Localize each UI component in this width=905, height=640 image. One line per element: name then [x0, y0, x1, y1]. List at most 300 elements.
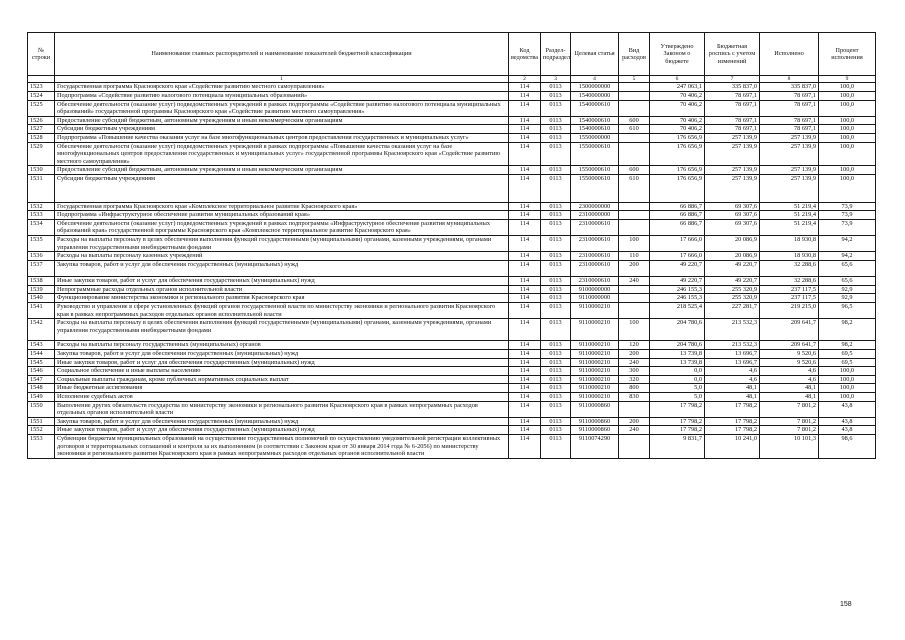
row-rosp: 78 697,1: [705, 116, 760, 125]
row-utv: 17 666,0: [650, 252, 705, 261]
index-cell: 9: [819, 76, 876, 83]
row-ved: 114: [509, 401, 541, 417]
row-target: 9110000860: [571, 401, 619, 417]
row-number: 1535: [28, 235, 55, 251]
row-pct: 73,9: [819, 219, 876, 235]
row-isp: 51 219,4: [760, 211, 819, 220]
row-number: 1537: [28, 260, 55, 277]
row-target: 9110000210: [571, 367, 619, 376]
row-rosp: 255 320,9: [705, 285, 760, 294]
row-isp: 18 930,8: [760, 235, 819, 251]
table-row: [28, 100, 876, 116]
row-number: 1538: [28, 277, 55, 286]
row-isp: 51 219,4: [760, 202, 819, 211]
row-number: 1532: [28, 202, 55, 211]
table-row: [28, 260, 876, 277]
row-name: Расходы на выплаты персоналу государственных (муниципальных) органов: [55, 341, 509, 350]
row-isp: 257 139,9: [760, 133, 819, 142]
row-isp: 7 801,2: [760, 401, 819, 417]
row-isp: 78 697,1: [760, 100, 819, 116]
row-razdel: 0113: [541, 417, 571, 426]
row-ved: 114: [509, 358, 541, 367]
row-vr: 300: [619, 367, 650, 376]
row-vr: 600: [619, 116, 650, 125]
row-razdel: 0113: [541, 260, 571, 277]
row-vr: [619, 92, 650, 101]
index-cell: 2: [509, 76, 541, 83]
row-utv: 70 406,2: [650, 125, 705, 134]
row-pct: 69,5: [819, 358, 876, 367]
row-pct: 98,2: [819, 319, 876, 341]
col-header-name: Наименование главных распорядителей и наименование показателей бюджетной классификации: [55, 33, 509, 76]
row-vr: 100: [619, 319, 650, 341]
row-rosp: 20 086,9: [705, 252, 760, 261]
row-target: 9110000210: [571, 393, 619, 402]
row-vr: 600: [619, 166, 650, 175]
row-vr: [619, 294, 650, 303]
row-name: Руководство и управление в сфере установленных функций органов государственной власти по министерству экономики и регионального развития Красноярского края в рамках непрограммных расходов отдельных органов исполнительной власти: [55, 303, 509, 319]
row-name: Субсидии бюджетным учреждениям: [55, 174, 509, 202]
row-pct: 43,8: [819, 417, 876, 426]
row-razdel: 0113: [541, 211, 571, 220]
row-target: 9110074290: [571, 434, 619, 458]
row-name: Иные закупки товаров, работ и услуг для обеспечения государственных (муниципальных) нужд: [55, 426, 509, 435]
row-vr: [619, 211, 650, 220]
row-rosp: 69 307,6: [705, 202, 760, 211]
row-razdel: 0113: [541, 116, 571, 125]
table-row: [28, 384, 876, 393]
row-isp: 7 801,2: [760, 417, 819, 426]
row-utv: 66 886,7: [650, 219, 705, 235]
row-target: 1500000000: [571, 83, 619, 92]
row-target: 1550000610: [571, 174, 619, 202]
row-utv: 13 739,8: [650, 350, 705, 359]
row-ved: 114: [509, 434, 541, 458]
row-utv: 49 220,7: [650, 277, 705, 286]
table-row: [28, 235, 876, 251]
row-razdel: 0113: [541, 384, 571, 393]
row-number: 1536: [28, 252, 55, 261]
index-cell: 5: [619, 76, 650, 83]
row-isp: 4,6: [760, 375, 819, 384]
row-rosp: 78 697,1: [705, 125, 760, 134]
row-vr: [619, 100, 650, 116]
row-ved: 114: [509, 92, 541, 101]
row-number: 1528: [28, 133, 55, 142]
row-rosp: 48,1: [705, 384, 760, 393]
row-isp: 335 837,0: [760, 83, 819, 92]
row-razdel: 0113: [541, 367, 571, 376]
row-vr: 830: [619, 393, 650, 402]
row-pct: 100,0: [819, 367, 876, 376]
row-number: 1544: [28, 350, 55, 359]
row-utv: 218 525,4: [650, 303, 705, 319]
row-razdel: 0113: [541, 202, 571, 211]
row-name: Функционирование министерства экономики и регионального развития Красноярского края: [55, 294, 509, 303]
row-vr: 120: [619, 341, 650, 350]
table-row: [28, 367, 876, 376]
row-number: 1551: [28, 417, 55, 426]
row-ved: 114: [509, 219, 541, 235]
row-utv: 49 220,7: [650, 260, 705, 277]
table-row: [28, 277, 876, 286]
row-rosp: 213 532,3: [705, 341, 760, 350]
table-row: [28, 426, 876, 435]
index-cell: 7: [705, 76, 760, 83]
row-number: 1525: [28, 100, 55, 116]
row-rosp: 213 532,3: [705, 319, 760, 341]
row-isp: 209 641,7: [760, 319, 819, 341]
row-vr: 200: [619, 350, 650, 359]
row-ved: 114: [509, 393, 541, 402]
row-isp: 219 215,0: [760, 303, 819, 319]
table-row: [28, 166, 876, 175]
row-isp: 257 139,9: [760, 142, 819, 166]
row-pct: 98,6: [819, 434, 876, 458]
row-name: Подпрограмма «Инфраструктурное обеспечение развития муниципальных образований края»: [55, 211, 509, 220]
row-number: 1549: [28, 393, 55, 402]
row-target: 1550000000: [571, 133, 619, 142]
row-name: Государственная программа Красноярского края «Комплексное территориальное развитие Красноярского края»: [55, 202, 509, 211]
table-row: [28, 92, 876, 101]
row-ved: 114: [509, 174, 541, 202]
row-vr: 100: [619, 235, 650, 251]
row-number: 1543: [28, 341, 55, 350]
row-razdel: 0113: [541, 434, 571, 458]
row-name: Подпрограмма «Повышение качества оказания услуг на базе многофункциональных центров предоставления государственных и муниципальных услуг»: [55, 133, 509, 142]
row-target: 1540000610: [571, 116, 619, 125]
row-pct: 100,0: [819, 166, 876, 175]
row-ved: 114: [509, 211, 541, 220]
row-isp: 78 697,1: [760, 125, 819, 134]
table-row: [28, 252, 876, 261]
table-row: [28, 341, 876, 350]
row-rosp: 20 086,9: [705, 235, 760, 251]
row-isp: 237 117,5: [760, 285, 819, 294]
row-vr: 240: [619, 426, 650, 435]
row-name: Закупка товаров, работ и услуг для обеспечения государственных (муниципальных) нужд: [55, 417, 509, 426]
row-pct: 100,0: [819, 133, 876, 142]
row-razdel: 0113: [541, 235, 571, 251]
row-target: 9110000210: [571, 350, 619, 359]
row-utv: 0,0: [650, 375, 705, 384]
row-pct: 100,0: [819, 142, 876, 166]
row-name: Социальное обеспечение и иные выплаты населению: [55, 367, 509, 376]
row-name: Иные закупки товаров, работ и услуг для обеспечения государственных (муниципальных) нужд: [55, 277, 509, 286]
row-ved: 114: [509, 142, 541, 166]
table-row: [28, 375, 876, 384]
header-row: [28, 33, 876, 76]
row-ved: 114: [509, 303, 541, 319]
row-pct: 94,2: [819, 252, 876, 261]
row-isp: 78 697,1: [760, 92, 819, 101]
row-target: 1540000000: [571, 92, 619, 101]
row-utv: 176 656,9: [650, 133, 705, 142]
row-name: Непрограммные расходы отдельных органов исполнительной власти: [55, 285, 509, 294]
row-pct: 92,9: [819, 285, 876, 294]
row-pct: 100,0: [819, 83, 876, 92]
row-target: 9110000210: [571, 375, 619, 384]
row-number: 1548: [28, 384, 55, 393]
row-vr: 610: [619, 174, 650, 202]
column-index-row: [28, 76, 876, 83]
row-isp: 48,1: [760, 384, 819, 393]
row-isp: 209 641,7: [760, 341, 819, 350]
row-utv: 17 798,2: [650, 417, 705, 426]
row-utv: 9 831,7: [650, 434, 705, 458]
row-target: 1540000610: [571, 100, 619, 116]
budget-table: [27, 32, 876, 459]
row-ved: 114: [509, 294, 541, 303]
row-target: 9110000210: [571, 303, 619, 319]
row-vr: [619, 285, 650, 294]
table-row: [28, 393, 876, 402]
table-row: [28, 116, 876, 125]
row-razdel: 0113: [541, 401, 571, 417]
index-cell: [28, 76, 55, 83]
row-rosp: 255 320,9: [705, 294, 760, 303]
row-ved: 114: [509, 319, 541, 341]
row-utv: 204 780,6: [650, 319, 705, 341]
table-row: [28, 174, 876, 202]
table-row: [28, 294, 876, 303]
row-name: Государственная программа Красноярского края «Содействие развитию местного самоуправления»: [55, 83, 509, 92]
row-razdel: 0113: [541, 426, 571, 435]
row-ved: 114: [509, 417, 541, 426]
row-pct: 43,8: [819, 426, 876, 435]
row-ved: 114: [509, 285, 541, 294]
row-razdel: 0113: [541, 166, 571, 175]
row-number: 1540: [28, 294, 55, 303]
row-isp: 237 117,5: [760, 294, 819, 303]
row-razdel: 0113: [541, 285, 571, 294]
row-vr: [619, 142, 650, 166]
row-target: 9110000210: [571, 341, 619, 350]
row-vr: 240: [619, 277, 650, 286]
row-razdel: 0113: [541, 375, 571, 384]
table-row: [28, 219, 876, 235]
row-isp: 4,6: [760, 367, 819, 376]
row-number: 1550: [28, 401, 55, 417]
row-rosp: 257 139,9: [705, 133, 760, 142]
row-isp: 78 697,1: [760, 116, 819, 125]
row-razdel: 0113: [541, 319, 571, 341]
row-utv: 5,0: [650, 384, 705, 393]
row-isp: 257 139,9: [760, 174, 819, 202]
row-name: Обеспечение деятельности (оказание услуг) подведомственных учреждений в рамках подпрограммы «Содействие развитию налогового потенциала муниципальных образований» государственной программы Красноярского края «Содействие развитию местного самоуправления»: [55, 100, 509, 116]
table-row: [28, 125, 876, 134]
index-cell: 3: [541, 76, 571, 83]
row-ved: 114: [509, 260, 541, 277]
row-utv: 17 798,2: [650, 426, 705, 435]
row-pct: 100,0: [819, 393, 876, 402]
row-target: 9110000210: [571, 358, 619, 367]
table-row: [28, 417, 876, 426]
row-razdel: 0113: [541, 133, 571, 142]
row-razdel: 0113: [541, 294, 571, 303]
row-pct: 43,8: [819, 401, 876, 417]
row-rosp: 78 697,1: [705, 92, 760, 101]
row-name: Предоставление субсидий бюджетным, автономным учреждениям и иным некоммерческим организациям: [55, 166, 509, 175]
row-target: 1550000610: [571, 142, 619, 166]
row-isp: 9 520,6: [760, 358, 819, 367]
col-header-num: № строки: [28, 33, 55, 76]
row-target: 9110000210: [571, 384, 619, 393]
row-utv: 66 886,7: [650, 202, 705, 211]
row-isp: 32 288,6: [760, 260, 819, 277]
row-name: Обеспечение деятельности (оказание услуг) подведомственных учреждений в рамках подпрограммы «Инфраструктурное обеспечение развития муниципальных образований края» государственной программы Красноярского края «Комплексное территориальное развитие Красноярского края»: [55, 219, 509, 235]
table-row: [28, 211, 876, 220]
row-number: 1545: [28, 358, 55, 367]
row-number: 1530: [28, 166, 55, 175]
row-target: 9110000860: [571, 417, 619, 426]
row-vr: 110: [619, 252, 650, 261]
row-target: 2310000610: [571, 252, 619, 261]
row-isp: 51 219,4: [760, 219, 819, 235]
row-utv: 246 155,3: [650, 294, 705, 303]
table-row: [28, 350, 876, 359]
row-pct: 100,0: [819, 92, 876, 101]
row-number: 1529: [28, 142, 55, 166]
row-number: 1546: [28, 367, 55, 376]
col-header-vr: Вид расходов: [619, 33, 650, 76]
row-rosp: 13 696,7: [705, 350, 760, 359]
row-razdel: 0113: [541, 277, 571, 286]
row-utv: 70 406,2: [650, 116, 705, 125]
row-utv: 13 739,8: [650, 358, 705, 367]
row-isp: 9 520,6: [760, 350, 819, 359]
row-target: 2300000000: [571, 202, 619, 211]
row-target: 2310000610: [571, 219, 619, 235]
row-rosp: 17 798,2: [705, 401, 760, 417]
row-number: 1552: [28, 426, 55, 435]
row-isp: 7 801,2: [760, 426, 819, 435]
row-vr: 610: [619, 125, 650, 134]
row-rosp: 257 139,9: [705, 166, 760, 175]
row-rosp: 69 307,6: [705, 219, 760, 235]
row-rosp: 227 281,7: [705, 303, 760, 319]
row-utv: 5,0: [650, 393, 705, 402]
row-vr: 200: [619, 260, 650, 277]
row-pct: 100,0: [819, 125, 876, 134]
index-cell: 4: [571, 76, 619, 83]
row-razdel: 0113: [541, 174, 571, 202]
row-utv: 246 155,3: [650, 285, 705, 294]
row-utv: 247 063,1: [650, 83, 705, 92]
row-number: 1531: [28, 174, 55, 202]
row-name: Субвенции бюджетам муниципальных образований на осуществление государственных полномочий по осуществлению уведомительной регистрации коллективных договоров и территориальных соглашений и контроля за их выполнением (в соответствии с Законом края от 30 января 2014 года № 6-2056) по министерству экономики и регионального развития Красноярского края в рамках непрограммных расходов отдельных органов исполнительной власти: [55, 434, 509, 458]
row-target: 2310000610: [571, 235, 619, 251]
row-ved: 114: [509, 100, 541, 116]
row-target: 9110000860: [571, 426, 619, 435]
row-vr: [619, 83, 650, 92]
table-row: [28, 401, 876, 417]
row-rosp: 335 837,0: [705, 83, 760, 92]
row-target: 1550000610: [571, 166, 619, 175]
index-cell: 6: [650, 76, 705, 83]
row-number: 1542: [28, 319, 55, 341]
row-ved: 114: [509, 166, 541, 175]
row-number: 1526: [28, 116, 55, 125]
row-name: Расходы на выплаты персоналу в целях обеспечения выполнения функций государственными (муниципальными) органами, казенными учреждениями, органами управления государственными внебюджетными фондами: [55, 235, 509, 251]
col-header-pct: Процент исполнения: [819, 33, 876, 76]
row-target: 2310000610: [571, 277, 619, 286]
row-number: 1524: [28, 92, 55, 101]
row-vr: [619, 434, 650, 458]
row-ved: 114: [509, 83, 541, 92]
row-target: 9110000000: [571, 294, 619, 303]
row-vr: 200: [619, 417, 650, 426]
row-razdel: 0113: [541, 341, 571, 350]
row-pct: 69,5: [819, 350, 876, 359]
table-row: [28, 83, 876, 92]
row-name: Подпрограмма «Содействие развитию налогового потенциала муниципальных образований»: [55, 92, 509, 101]
row-pct: 96,5: [819, 303, 876, 319]
row-rosp: 4,6: [705, 375, 760, 384]
row-ved: 114: [509, 252, 541, 261]
row-rosp: 17 798,2: [705, 417, 760, 426]
row-razdel: 0113: [541, 303, 571, 319]
row-ved: 114: [509, 426, 541, 435]
row-name: Расходы на выплаты персоналу в целях обеспечения выполнения функций государственными (муниципальными) органами, казенными учреждениями, органами управления государственными внебюджетными фондами: [55, 319, 509, 341]
row-number: 1534: [28, 219, 55, 235]
row-ved: 114: [509, 384, 541, 393]
row-name: Обеспечение деятельности (оказание услуг) подведомственных учреждений в рамках подпрограммы «Повышение качества оказания услуг на базе многофункциональных центров предоставления государственных и муниципальных услуг» государственной программы Красноярского края «Содействие развитию местного самоуправления»: [55, 142, 509, 166]
row-isp: 32 288,6: [760, 277, 819, 286]
row-rosp: 4,6: [705, 367, 760, 376]
row-ved: 114: [509, 350, 541, 359]
row-number: 1553: [28, 434, 55, 458]
row-target: 2310000000: [571, 211, 619, 220]
row-utv: 66 886,7: [650, 211, 705, 220]
row-pct: 65,6: [819, 260, 876, 277]
row-rosp: 78 697,1: [705, 100, 760, 116]
row-ved: 114: [509, 116, 541, 125]
row-utv: 204 780,6: [650, 341, 705, 350]
col-header-ved: Код ведомства: [509, 33, 541, 76]
row-pct: 65,6: [819, 277, 876, 286]
table-row: [28, 202, 876, 211]
row-target: 9110000210: [571, 319, 619, 341]
row-razdel: 0113: [541, 100, 571, 116]
table-row: [28, 142, 876, 166]
table-row: [28, 303, 876, 319]
row-rosp: 10 241,0: [705, 434, 760, 458]
row-ved: 114: [509, 277, 541, 286]
row-ved: 114: [509, 133, 541, 142]
row-utv: 176 656,9: [650, 142, 705, 166]
row-pct: 73,9: [819, 211, 876, 220]
row-number: 1523: [28, 83, 55, 92]
row-name: Исполнение судебных актов: [55, 393, 509, 402]
row-isp: 257 139,9: [760, 166, 819, 175]
row-ved: 114: [509, 375, 541, 384]
row-isp: 48,1: [760, 393, 819, 402]
row-utv: 70 406,2: [650, 100, 705, 116]
row-pct: 92,9: [819, 294, 876, 303]
row-pct: 100,0: [819, 174, 876, 202]
row-pct: 73,9: [819, 202, 876, 211]
table-row: [28, 358, 876, 367]
row-utv: 176 656,9: [650, 166, 705, 175]
row-name: Закупка товаров, работ и услуг для обеспечения государственных (муниципальных) нужд: [55, 260, 509, 277]
row-vr: 240: [619, 358, 650, 367]
row-pct: 100,0: [819, 100, 876, 116]
col-header-rosp: Бюджетная роспись с учетом изменений: [705, 33, 760, 76]
row-vr: [619, 202, 650, 211]
row-utv: 17 798,2: [650, 401, 705, 417]
index-cell: 8: [760, 76, 819, 83]
